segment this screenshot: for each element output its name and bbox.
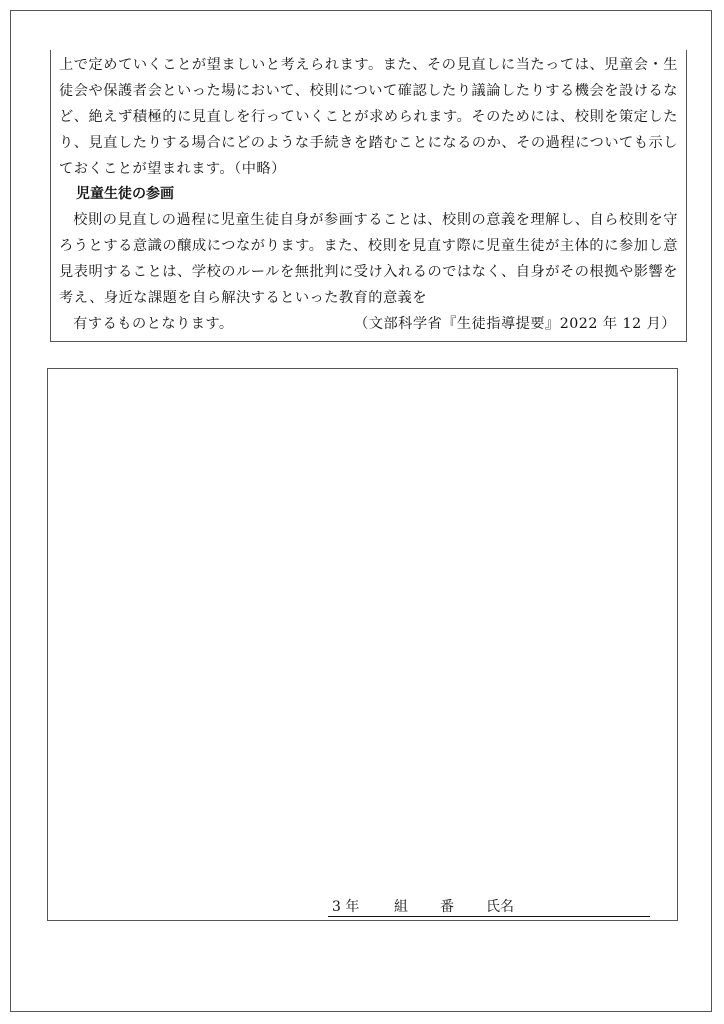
source-citation: （文部科学省『生徒指導提要』2022 年 12 月） xyxy=(354,316,676,332)
student-info-line xyxy=(328,899,650,917)
excerpt-box xyxy=(50,50,687,342)
source-line xyxy=(59,311,678,337)
excerpt-paragraph-2 xyxy=(59,207,678,337)
name-label: 氏名 xyxy=(486,899,514,915)
class-label: 組 xyxy=(394,899,408,915)
number-label: 番 xyxy=(440,899,454,915)
excerpt-heading: 児童生徒の参画 xyxy=(76,186,174,202)
grade-label: 3 年 xyxy=(332,899,360,915)
excerpt-paragraph-1: 上で定めていくことが望ましいと考えられます。また、その見直しに当たっては、児童会・生徒会や保護者会といった場において、校則について確認したり議論したりする機会を設けるなど、絶えず積極的に見直しを行っていくことが求められます。そのためには、校則を策定したり、見直したりする場合にどのような手続きを踏むことになるのか、その過程についても示しておくことが望まれます。（中略） xyxy=(59,57,678,177)
excerpt-paragraph-2-body: 校則の見直しの過程に児童生徒自身が参画することは、校則の意義を理解し、自ら校則を守ろうとする意識の醸成につながります。また、校則を見直す際に児童生徒が主体的に参加し意見表明することは、学校のルールを無批判に受け入れるのではなく、自身がその根拠や影響を考え、身近な課題を自ら解決するといった教育的意義を xyxy=(59,212,678,306)
excerpt-paragraph-2-tail: 有するものとなります。 xyxy=(73,316,234,332)
answer-box[interactable] xyxy=(47,368,678,921)
